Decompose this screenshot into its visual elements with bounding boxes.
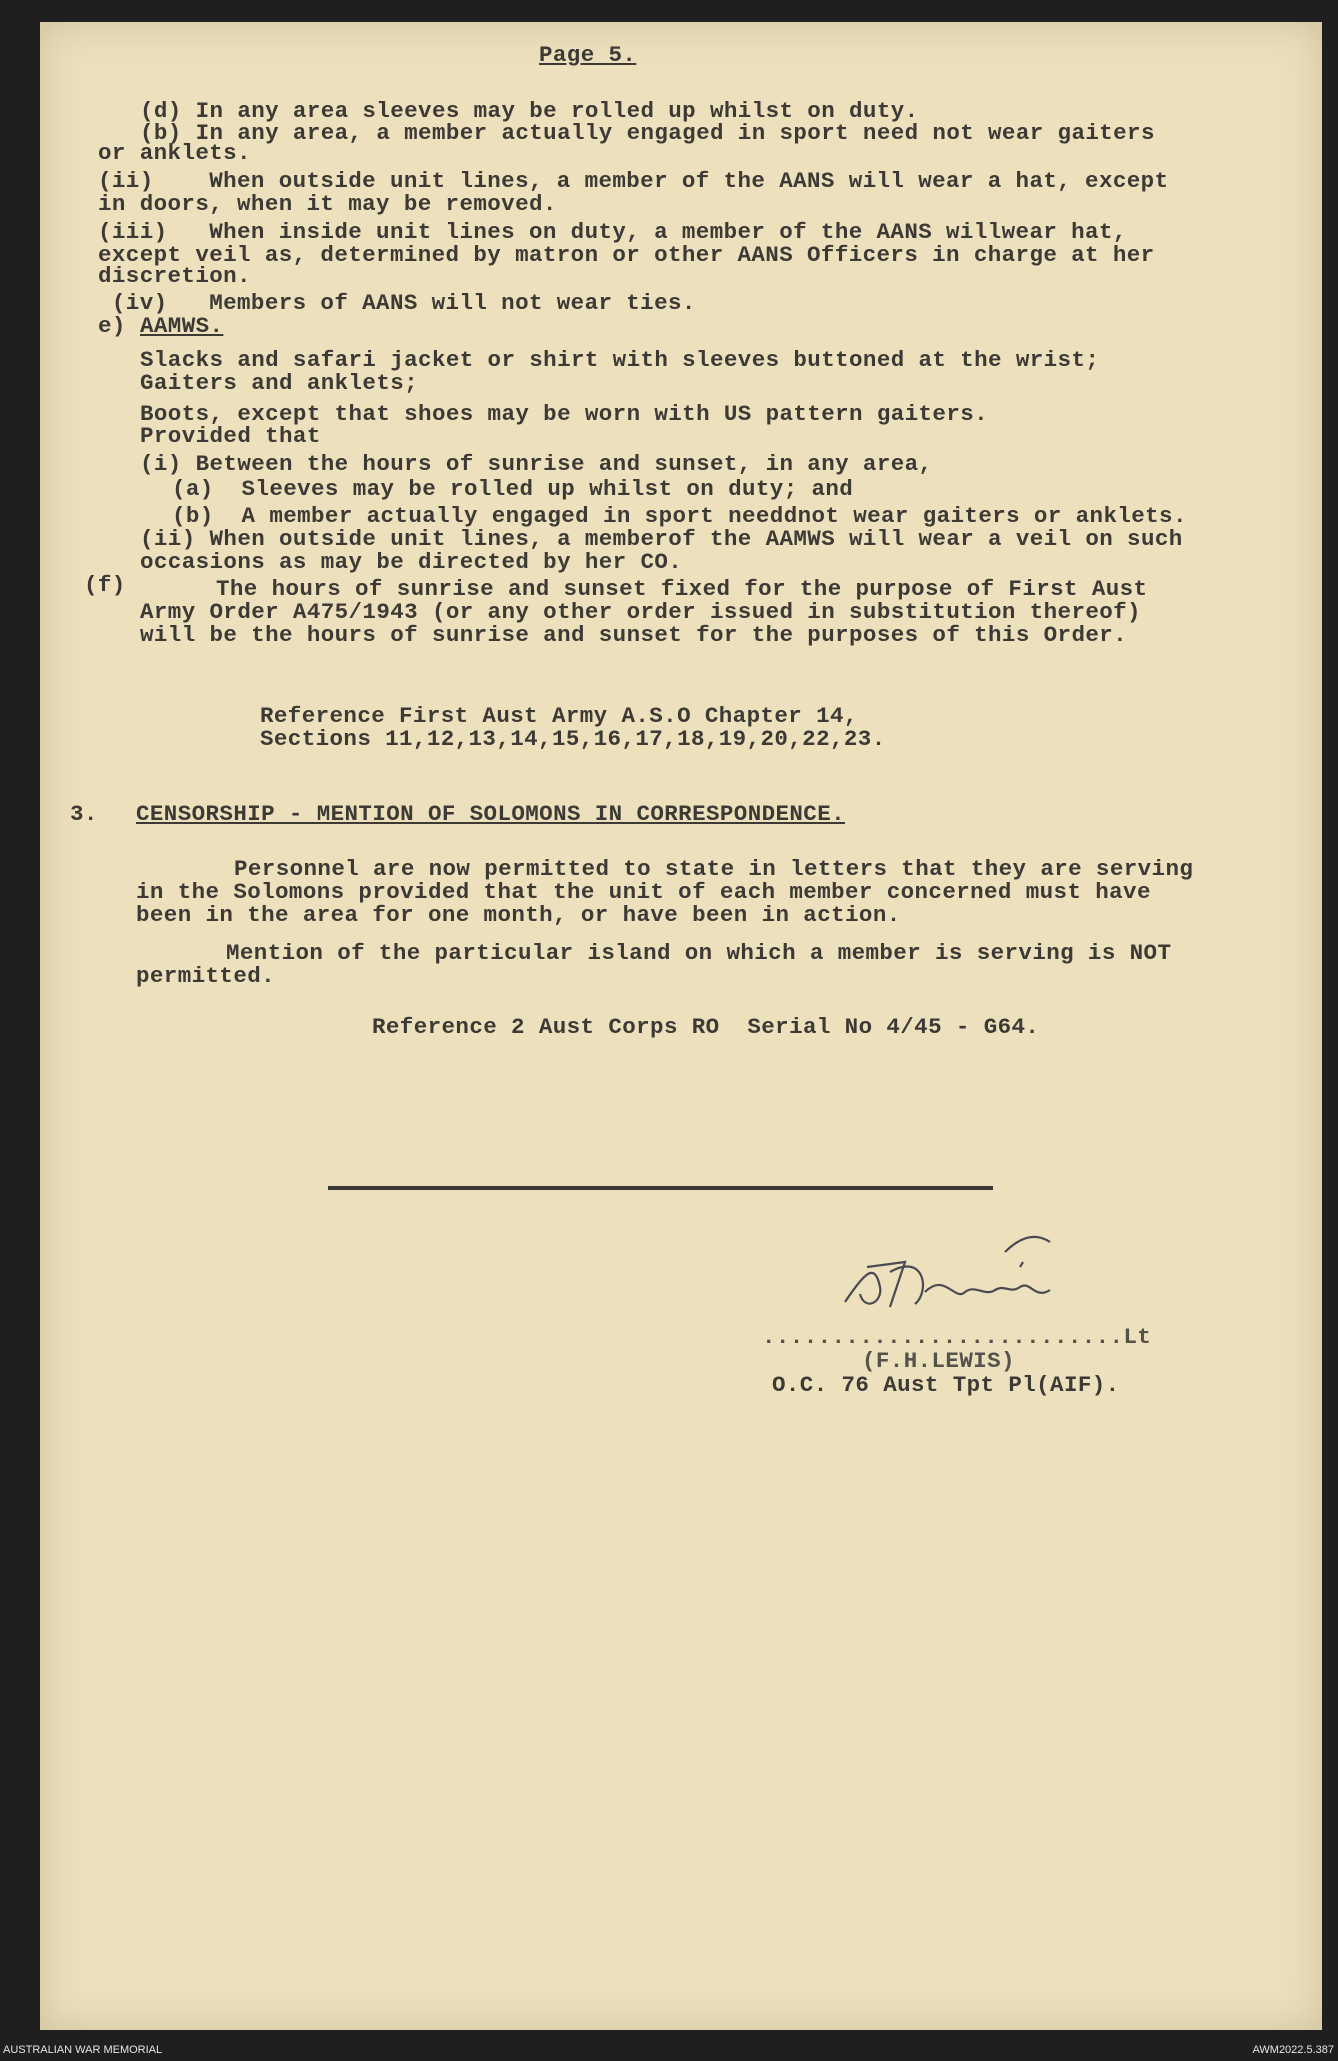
- section-3-line-3: been in the area for one month, or have been in action.: [136, 902, 901, 928]
- signatory-position: O.C. 76 Aust Tpt Pl(AIF).: [772, 1372, 1120, 1398]
- footer-left: AUSTRALIAN WAR MEMORIAL: [3, 2044, 163, 2056]
- signature-dots: ..........................Lt: [762, 1324, 1152, 1350]
- reference-1-line-1: Reference First Aust Army A.S.O Chapter 14,: [260, 703, 858, 729]
- section-e-line-6: (a) Sleeves may be rolled up whilst on duty; and: [172, 476, 854, 502]
- line-1: (d) In any area sleeves may be rolled up whilst on duty.: [140, 98, 919, 124]
- section-f-label: (f): [84, 572, 126, 598]
- section-e-heading: AAMWS.: [140, 313, 224, 339]
- section-3-line-2: in the Solomons provided that the unit of each member concerned must have: [136, 879, 1151, 905]
- section-3-line-4: Mention of the particular island on which a member is serving is NOT: [226, 940, 1172, 966]
- section-e-line-2: Gaiters and anklets;: [140, 370, 419, 396]
- line-5: in doors, when it may be removed.: [98, 191, 557, 217]
- section-e-label: e): [98, 313, 126, 339]
- line-3: or anklets.: [98, 140, 251, 166]
- section-f-line-3: will be the hours of sunrise and sunset for the purposes of this Order.: [140, 622, 1128, 648]
- section-e-line-1: Slacks and safari jacket or shirt with sleeves buttoned at the wrist;: [140, 347, 1100, 373]
- line-9: (iv) Members of AANS will not wear ties.: [98, 290, 696, 316]
- section-e-line-9: occasions as may be directed by her CO.: [140, 549, 683, 575]
- line-7: except veil as, determined by matron or other AANS Officers in charge at her: [98, 242, 1155, 268]
- section-3-line-5: permitted.: [136, 963, 276, 989]
- section-e-line-5: (i) Between the hours of sunrise and sunset, in any area,: [140, 451, 933, 477]
- section-f-line-2: Army Order A475/1943 (or any other order issued in substitution thereof): [140, 599, 1141, 625]
- section-e-line-3: Boots, except that shoes may be worn with US pattern gaiters.: [140, 401, 989, 427]
- section-e-line-8: (ii) When outside unit lines, a memberof the AAMWS will wear a veil on such: [140, 526, 1183, 552]
- section-3-number: 3.: [70, 801, 98, 827]
- section-3-heading: CENSORSHIP - MENTION OF SOLOMONS IN CORRESPONDENCE.: [136, 801, 846, 827]
- footer-right: AWM2022.5.387: [1252, 2044, 1334, 2056]
- reference-2: Reference 2 Aust Corps RO Serial No 4/45 - G64.: [372, 1014, 1040, 1040]
- section-f-line-1: The hours of sunrise and sunset fixed for the purpose of First Aust: [216, 576, 1148, 602]
- divider-rule: [328, 1186, 993, 1190]
- line-6: (iii) When inside unit lines on duty, a member of the AANS willwear hat,: [98, 219, 1127, 245]
- handwritten-signature: [805, 1232, 1115, 1327]
- section-e-line-7: (b) A member actually engaged in sport needdnot wear gaiters or anklets.: [172, 503, 1187, 529]
- line-8: discretion.: [98, 263, 251, 289]
- line-2: (b) In any area, a member actually engaged in sport need not wear gaiters: [140, 120, 1155, 146]
- line-4: (ii) When outside unit lines, a member of the AANS will wear a hat, except: [98, 168, 1169, 194]
- section-3-line-1: Personnel are now permitted to state in letters that they are serving: [234, 856, 1194, 882]
- section-e-line-4: Provided that: [140, 423, 321, 449]
- signatory-name: (F.H.LEWIS): [862, 1348, 1015, 1374]
- page-title: Page 5.: [539, 42, 637, 68]
- reference-1-line-2: Sections 11,12,13,14,15,16,17,18,19,20,22,23.: [260, 726, 886, 752]
